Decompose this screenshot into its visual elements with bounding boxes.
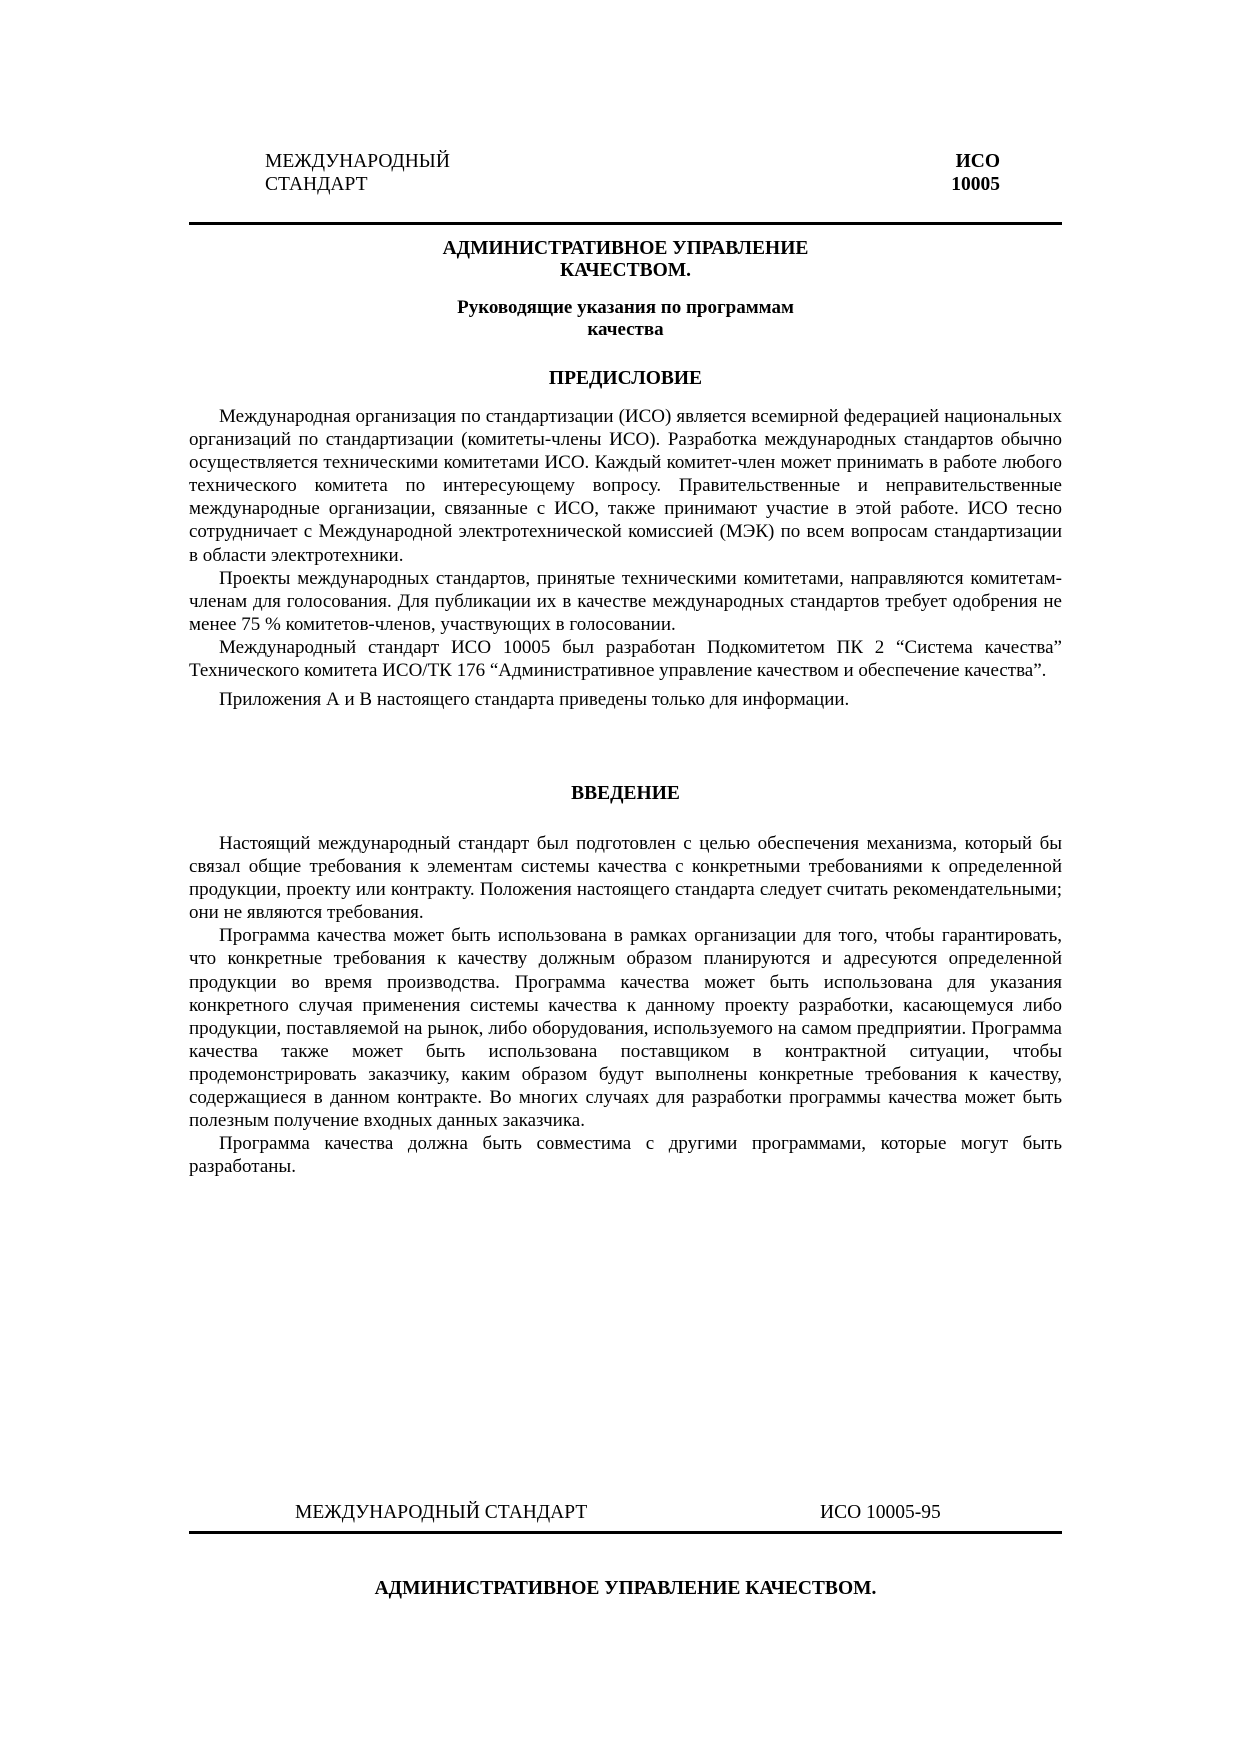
header-left-line1: МЕЖДУНАРОДНЫЙ xyxy=(265,151,450,172)
subtitle xyxy=(189,297,1062,341)
header-left xyxy=(265,150,450,196)
subtitle-line2: качества xyxy=(587,319,664,340)
footer-standard-number: ИСО 10005-95 xyxy=(820,1502,941,1523)
introduction-paragraph-2: Программа качества может быть использована в рамках организации для того, чтобы гарантировать, что конкретные требования к качеству должным образом планируются и адресуются определенной продукции во время производства. Программа качества может быть использована для указания конкретного случая применения системы качества к данному проекту разработки, касающемуся либо продукции, поставляемой на рынок, либо оборудования, используемого на самом предприятии. Программа качества также может быть использована поставщиком в контрактной ситуации, чтобы продемонстрировать заказчику, каким образом будут выполнены конкретные требования к качеству, содержащиеся в данном контракте. Во многих случаях для разработки программы качества может быть полезным получение входных данных заказчика. xyxy=(189,925,1062,1132)
introduction-body xyxy=(189,832,1062,1178)
preface-heading: ПРЕДИСЛОВИЕ xyxy=(548,368,703,389)
preface-paragraph-2: Проекты международных стандартов, принятые техническими комитетами, направляются комитетам-членам для голосования. Для публикации их в качестве международных стандартов требует одобрения не менее 75 % комитетов-членов, участвующих в голосовании. xyxy=(189,567,1062,635)
main-title-line2: КАЧЕСТВОМ. xyxy=(559,260,692,281)
introduction-paragraph-3: Программа качества должна быть совместима с другими программами, которые могут быть разработаны. xyxy=(189,1133,1062,1178)
preface-body xyxy=(189,405,1062,711)
introduction-heading: ВВЕДЕНИЕ xyxy=(571,783,680,804)
preface-paragraph-1: Международная организация по стандартизации (ИСО) является всемирной федерацией национальных организаций по стандартизации (комитеты-члены ИСО). Разработка международных стандартов обычно осуществляется техническими комитетами ИСО. Каждый комитет-член может принимать в работе любого технического комитета по интересующему вопросу. Правительственные и неправительственные международные организации, связанные с ИСО, также принимают участие в этой работе. ИСО тесно сотрудничает с Международной электротехнической комиссией (МЭК) по всем вопросам стандартизации в области электротехники. xyxy=(189,406,1062,566)
header-right xyxy=(900,150,1000,196)
introduction-paragraph-1: Настоящий международный стандарт был подготовлен с целью обеспечения механизма, который бы связал общие требования к элементам системы качества с конкретными требованиями к определенной продукции, проекту или контракту. Положения настоящего стандарта следует считать рекомендательными; они не являются требования. xyxy=(189,833,1062,924)
footer-standard-label: МЕЖДУНАРОДНЫЙ СТАНДАРТ xyxy=(295,1502,588,1523)
preface-paragraph-4: Приложения А и В настоящего стандарта приведены только для информации. xyxy=(219,689,850,711)
next-page-title: АДМИНИСТРАТИВНОЕ УПРАВЛЕНИЕ КАЧЕСТВОМ. xyxy=(374,1578,877,1599)
main-title xyxy=(189,238,1062,282)
preface-paragraph-3: Международный стандарт ИСО 10005 был разработан Подкомитетом ПК 2 “Система качества” Технического комитета ИСО/ТК 176 “Административное управление качеством и обеспечение качества”. xyxy=(189,636,1062,682)
subtitle-line1: Руководящие указания по программам xyxy=(457,297,794,318)
main-title-line1: АДМИНИСТРАТИВНОЕ УПРАВЛЕНИЕ xyxy=(442,238,809,259)
header-right-line2: 10005 xyxy=(951,174,1000,195)
header-right-line1: ИСО xyxy=(955,151,1000,172)
header-divider xyxy=(189,222,1062,225)
footer-divider xyxy=(189,1531,1062,1534)
header-left-line2: СТАНДАРТ xyxy=(265,174,368,195)
